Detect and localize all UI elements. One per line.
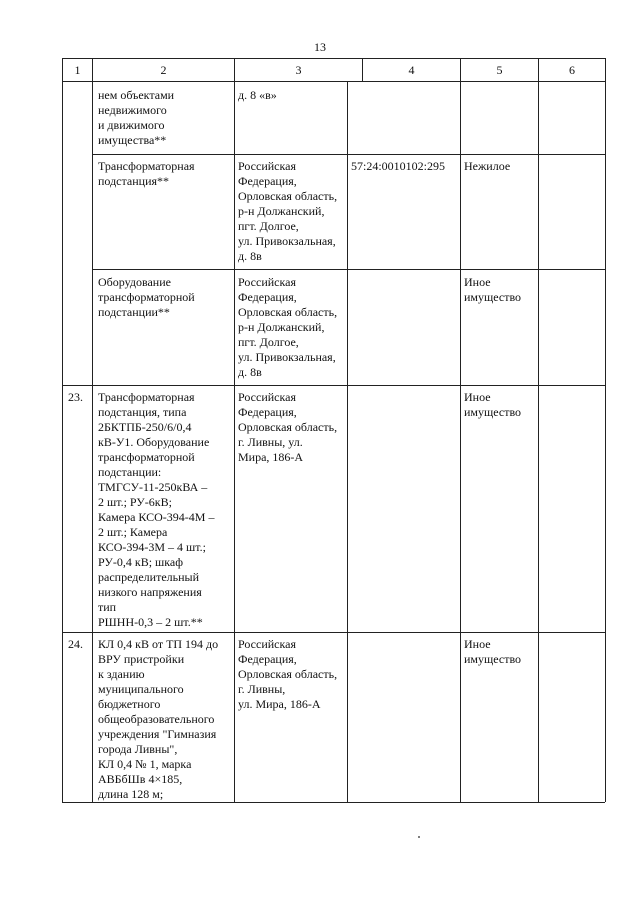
grid-line [62, 802, 605, 803]
page-number: 13 [314, 40, 326, 54]
header-col-6: 6 [538, 58, 606, 82]
object-address: Российская Федерация, Орловская область, р-н Должанский, пгт. Долгое, ул. Привокзальная, д. 8в [238, 275, 338, 379]
object-address: Российская Федерация, Орловская область, г. Ливны, ул. Мира, 186-А [238, 390, 338, 464]
object-name: Трансформаторная подстанция** [98, 159, 195, 188]
grid-line [347, 82, 348, 802]
grid-line [62, 632, 605, 633]
scan-speck [418, 836, 420, 838]
grid-line [62, 82, 63, 802]
grid-line [92, 154, 605, 155]
cadastral-number: 57:24:0010102:295 [351, 159, 446, 173]
grid-line [62, 385, 605, 386]
row-number: 23. [68, 390, 83, 404]
header-col-1: 1 [62, 58, 92, 82]
header-col-5: 5 [460, 58, 538, 82]
object-name: Оборудование трансформаторной подстанции** [98, 275, 195, 319]
property-type: Нежилое [464, 159, 511, 173]
row-number: 24. [68, 637, 83, 651]
grid-line [92, 82, 93, 802]
grid-line [538, 82, 539, 802]
object-name: нем объектами недвижимого и движимого имущества** [98, 88, 175, 147]
property-type: Иное имущество [464, 275, 522, 304]
object-address: Российская Федерация, Орловская область, г. Ливны, ул. Мира, 186-А [238, 637, 338, 711]
object-address: д. 8 «в» [238, 88, 277, 102]
property-type: Иное имущество [464, 390, 522, 419]
header-col-4: 4 [362, 58, 460, 82]
header-col-2: 2 [92, 58, 234, 82]
grid-line [605, 82, 606, 802]
property-type: Иное имущество [464, 637, 522, 666]
object-name: КЛ 0,4 кВ от ТП 194 до ВРУ пристройки к зданию муниципального бюджетного общеобразовательного учреждения "Гимназия города Ливны", КЛ 0,4 № 1, марка АВБбШв 4×185, длина 128 м; [98, 637, 219, 801]
grid-line [460, 82, 461, 802]
grid-line [234, 82, 235, 802]
object-name: Трансформаторная подстанция, типа 2БКТПБ-250/6/0,4 кВ-У1. Оборудование трансформаторной подстанции: ТМГСУ-11-250кВА – 2 шт.; РУ-6кВ; Камера КСО-394-4М – 2 шт.; Камера КСО-394-3М – 4 шт.; РУ-0,4 кВ; шкаф распределительный низкого напряжения тип РШНН-0,3 – 2 шт.** [98, 390, 215, 629]
grid-line [92, 269, 605, 270]
header-col-3: 3 [234, 58, 362, 82]
object-address: Российская Федерация, Орловская область, р-н Должанский, пгт. Долгое, ул. Привокзальная, д. 8в [238, 159, 338, 263]
